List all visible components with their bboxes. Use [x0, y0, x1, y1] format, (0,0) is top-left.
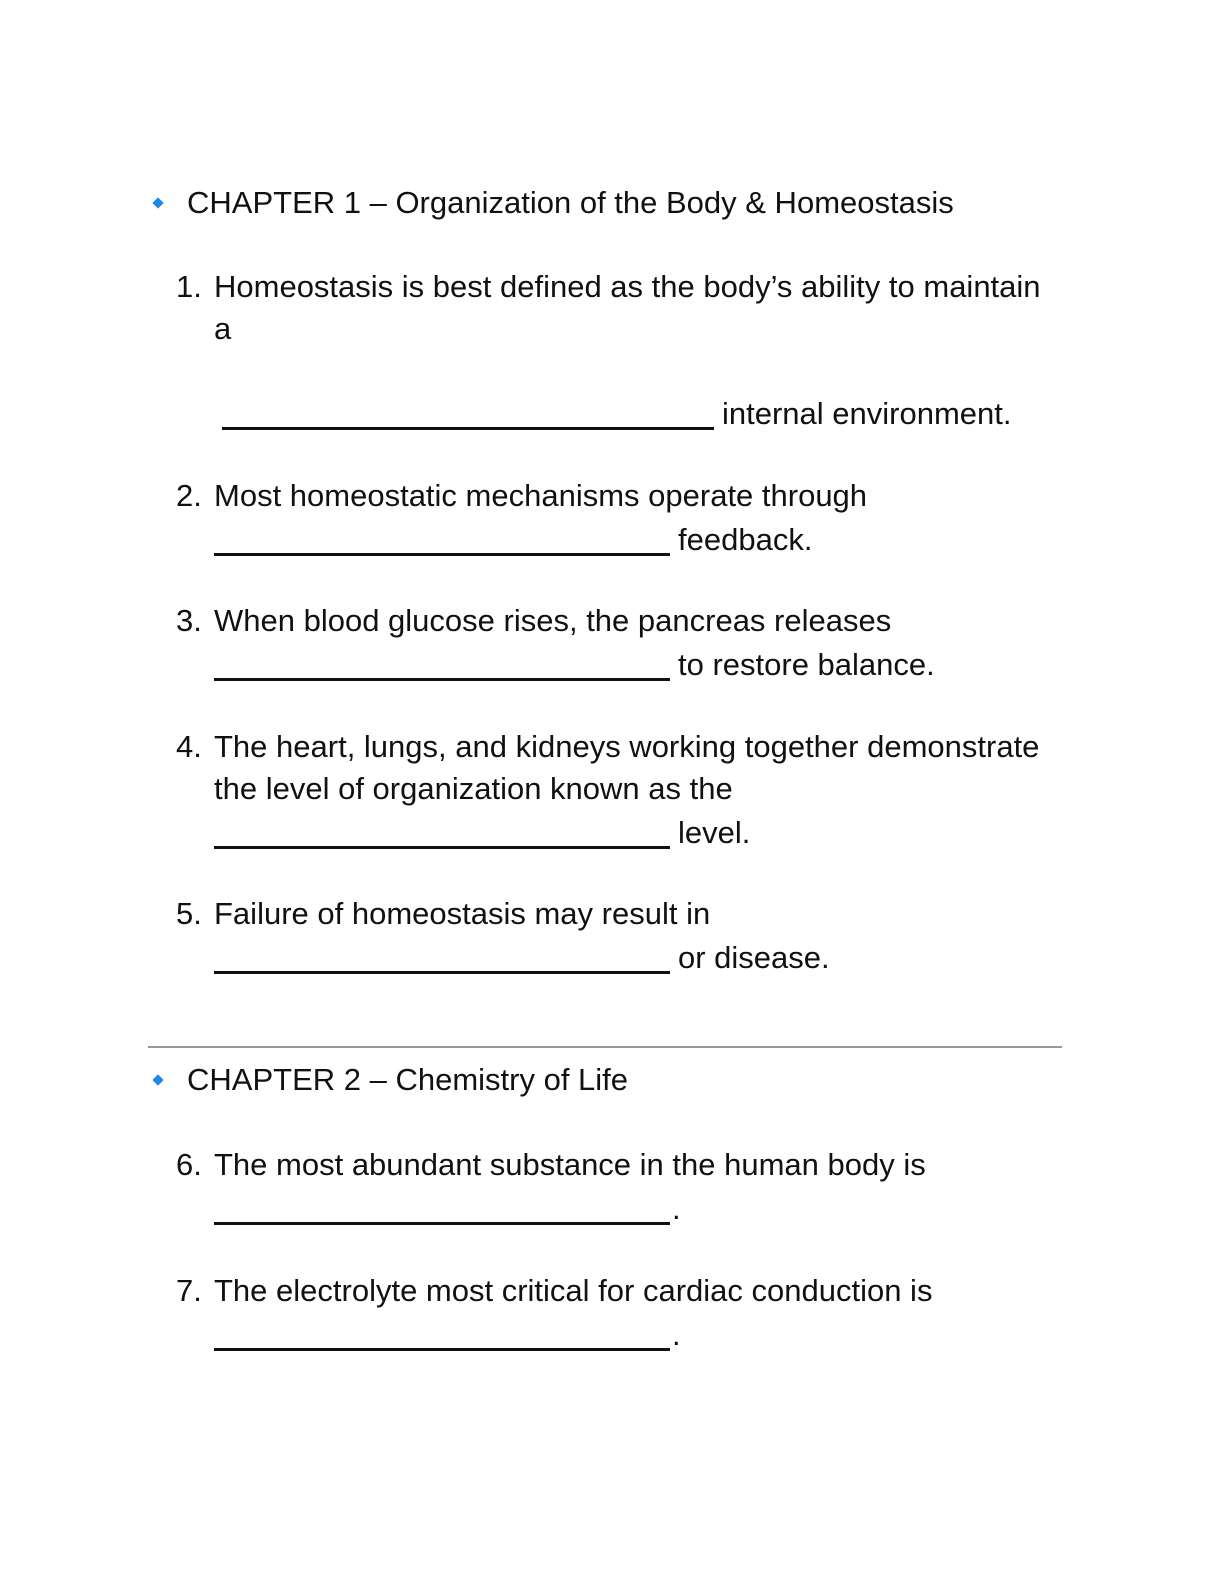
question-5-text-line1: Failure of homeostasis may result in	[214, 896, 711, 931]
question-7-text-line1: The electrolyte most critical for cardiac conduction is	[214, 1273, 933, 1308]
question-6-text-line1: The most abundant substance in the human body is	[214, 1147, 926, 1182]
question-1-number: 1.	[176, 269, 202, 304]
question-4-answer-blank[interactable]	[214, 816, 670, 849]
question-5-suffix: or disease.	[678, 940, 830, 975]
diamond-bullet-icon	[152, 197, 163, 208]
question-3-answer-blank[interactable]	[214, 648, 670, 681]
question-2-suffix: feedback.	[678, 522, 813, 557]
question-4-suffix: level.	[678, 815, 751, 850]
diamond-bullet-icon	[152, 1074, 163, 1085]
question-4-text-line1: The heart, lungs, and kidneys working together demonstrate	[214, 729, 1040, 764]
question-1-text-line2: a	[214, 311, 232, 346]
question-3-text-line1: When blood glucose rises, the pancreas releases	[214, 603, 892, 638]
chapter-2-heading-text: CHAPTER 2 – Chemistry of Life	[187, 1062, 629, 1097]
question-6-answer-blank[interactable]	[214, 1192, 670, 1225]
chapter-1-heading-text: CHAPTER 1 – Organization of the Body & Homeostasis	[187, 185, 954, 220]
question-2-answer-blank[interactable]	[214, 523, 670, 556]
question-3-number: 3.	[176, 603, 202, 638]
question-6-number: 6.	[176, 1147, 202, 1182]
question-1-text-line1: Homeostasis is best defined as the body’s ability to maintain	[214, 269, 1041, 304]
question-4-number: 4.	[176, 729, 202, 764]
question-4-text-line2: the level of organization known as the	[214, 771, 733, 806]
question-7-suffix: .	[672, 1317, 681, 1352]
question-7-number: 7.	[176, 1273, 202, 1308]
question-1-answer-blank[interactable]	[222, 397, 714, 430]
question-2-text-line1: Most homeostatic mechanisms operate through	[214, 478, 868, 513]
question-5-answer-blank[interactable]	[214, 941, 670, 974]
question-6-suffix: .	[672, 1191, 681, 1226]
question-5-number: 5.	[176, 896, 202, 931]
question-1-suffix: internal environment.	[722, 396, 1012, 431]
question-2-number: 2.	[176, 478, 202, 513]
chapter-2-heading	[152, 1060, 628, 1100]
section-divider	[148, 1046, 1062, 1048]
question-7-answer-blank[interactable]	[214, 1318, 670, 1351]
chapter-1-heading	[152, 183, 954, 223]
question-3-suffix: to restore balance.	[678, 647, 935, 682]
